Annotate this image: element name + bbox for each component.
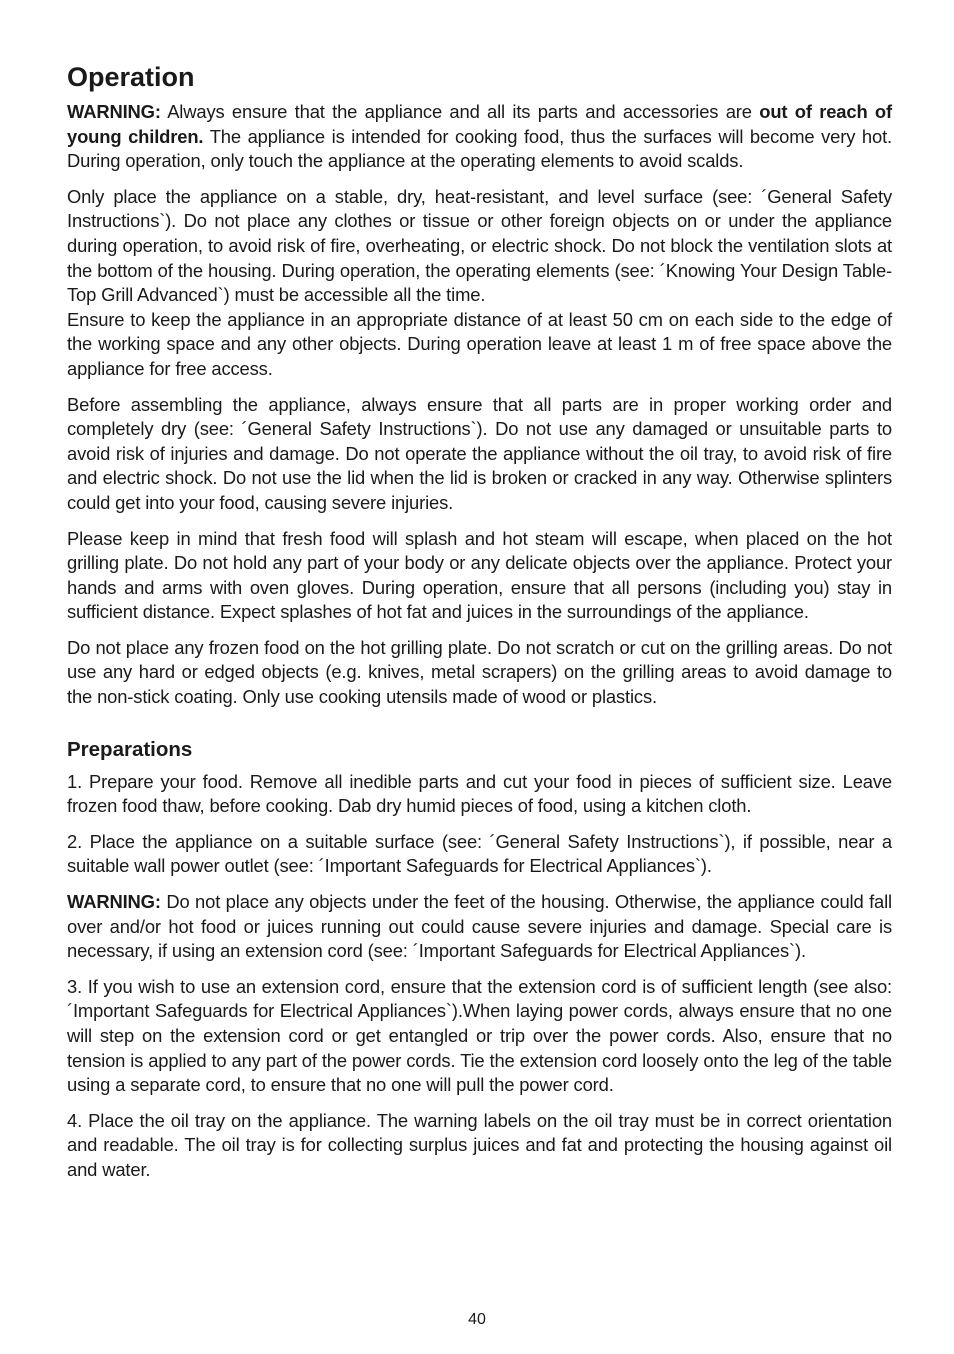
- preparation-warning-text: Do not place any objects under the feet of the housing. Otherwise, the appliance could fall over and/or hot food or juices running out could cause severe injuries and damage. Special care is necessary, if using an extension cord (see: ´Important Safeguards for Electrical Appliances`).: [67, 891, 892, 962]
- preparation-step-1: 1. Prepare your food. Remove all inedible parts and cut your food in pieces of sufficient size. Leave frozen food thaw, before cooking. Dab dry humid pieces of food, using a kitchen cloth.: [67, 770, 892, 817]
- splash-paragraph: Please keep in mind that fresh food will splash and hot steam will escape, when placed on the hot grilling plate. Do not hold any part of your body or any delicate objects over the appliance. Protect your hands and arms with oven gloves. During operation, ensure that all persons (including you) stay in sufficient distance. Expect splashes of hot fat and juices in the surroundings of the appliance.: [67, 527, 892, 623]
- frozen-food-paragraph: Do not place any frozen food on the hot grilling plate. Do not scratch or cut on the grilling areas. Do not use any hard or edged objects (e.g. knives, metal scrapers) on the grilling areas to avoid damage to the non-stick coating. Only use cooking utensils made of wood or plastics.: [67, 636, 892, 708]
- preparation-step-3: 3. If you wish to use an extension cord, ensure that the extension cord is of sufficient length (see also: ´Important Safeguards for Electrical Appliances`).When laying power cords, always ensure that no one will step on the extension cord or get entangled or trip over the power cords. Also, ensure that no tension is applied to any part of the power cords. Tie the extension cord loosely onto the leg of the table using a separate cord, to ensure that no one will pull the power cord.: [67, 975, 892, 1096]
- preparation-step-4: 4. Place the oil tray on the appliance. The warning labels on the oil tray must be in correct orientation and readable. The oil tray is for collecting surplus juices and fat and protecting the housing against oil and water.: [67, 1109, 892, 1180]
- page-number: 40: [468, 1311, 486, 1328]
- placement-paragraph: Only place the appliance on a stable, dry, heat-resistant, and level surface (see: ´General Safety Instructions`). Do not place any clothes or tissue or other foreign objects on or under the appliance during operation, to avoid risk of fire, overheating, or electric shock. Do not block the ventilation slots at the bottom of the housing. During operation, the operating elements (see: ´Knowing Your Design Table-Top Grill Advanced`) must be accessible all the time.: [67, 185, 892, 306]
- preparation-warning-paragraph: [67, 890, 892, 964]
- warning-text-a: Always ensure that the appliance and all its parts and accessories are: [160, 101, 760, 122]
- operation-warning-paragraph: [67, 100, 892, 174]
- preparation-step-2: 2. Place the appliance on a suitable surface (see: ´General Safety Instructions`), if possible, near a suitable wall power outlet (see: ´Important Safeguards for Electrical Appliances`).: [67, 830, 892, 877]
- document-page: [67, 58, 892, 1194]
- preparation-warning-label: WARNING:: [67, 891, 161, 913]
- assembly-paragraph: Before assembling the appliance, always ensure that all parts are in proper working order and completely dry (see: ´General Safety Instructions`). Do not use any damaged or unsuitable parts to avoid risk of injuries and damage. Do not operate the appliance without the oil tray, to avoid risk of fire and electric shock. Do not use the lid when the lid is broken or cracked in any way. Otherwise splinters could get into your food, causing severe injuries.: [67, 393, 892, 513]
- preparations-heading: Preparations: [67, 737, 193, 761]
- distance-paragraph: Ensure to keep the appliance in an appropriate distance of at least 50 cm on each side to the edge of the working space and any other objects. During operation leave at least 1 m of free space above the appliance for free access.: [67, 308, 892, 379]
- page-title: Operation: [67, 62, 195, 92]
- warning-text-b: The appliance is intended for cooking food, thus the surfaces will become very hot. During operation, only touch the appliance at the operating elements to avoid scalds.: [67, 125, 892, 172]
- warning-label: WARNING:: [67, 101, 161, 122]
- warning-emphasis: out of reach of young children.: [67, 101, 892, 147]
